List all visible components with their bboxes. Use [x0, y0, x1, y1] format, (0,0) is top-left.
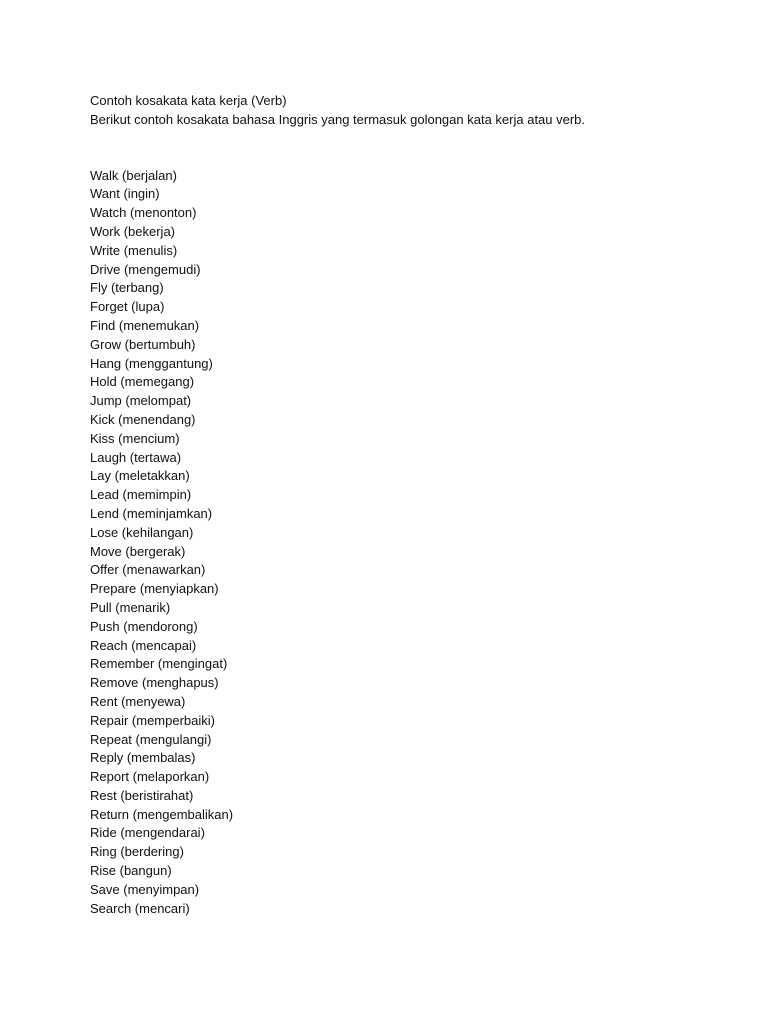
verb-list-item: Drive (mengemudi) [90, 261, 201, 277]
verb-list-item: Pull (menarik) [90, 599, 171, 615]
verb-list-item: Push (mendorong) [90, 618, 198, 634]
verb-list-item: Prepare (menyiapkan) [90, 581, 219, 597]
verb-list-item: Remove (menghapus) [90, 675, 219, 691]
verb-list-item: Hang (menggantung) [90, 355, 213, 371]
verb-list-item: Want (ingin) [90, 186, 160, 202]
verb-list-item: Laugh (tertawa) [90, 449, 182, 465]
verb-list-item: Rest (beristirahat) [90, 787, 194, 803]
verb-list [90, 167, 730, 919]
verb-list-item: Lose (kehilangan) [90, 524, 194, 540]
verb-list-item: Lend (meminjamkan) [90, 505, 213, 521]
verb-list-item: Report (melaporkan) [90, 769, 210, 785]
verb-list-item: Grow (bertumbuh) [90, 336, 196, 352]
verb-list-item: Watch (menonton) [90, 205, 197, 221]
verb-list-item: Move (bergerak) [90, 543, 186, 559]
verb-list-item: Remember (mengingat) [90, 656, 228, 672]
document-title: Contoh kosakata kata kerja (Verb) [90, 93, 287, 108]
verb-list-item: Kick (menendang) [90, 411, 196, 427]
verb-list-item: Return (mengembalikan) [90, 806, 234, 822]
verb-list-item: Write (menulis) [90, 242, 178, 258]
verb-list-item: Repeat (mengulangi) [90, 731, 212, 747]
verb-list-item: Forget (lupa) [90, 299, 165, 315]
verb-list-item: Repair (memperbaiki) [90, 712, 215, 728]
verb-list-item: Offer (menawarkan) [90, 562, 206, 578]
verb-list-item: Work (bekerja) [90, 223, 176, 239]
verb-list-item: Reply (membalas) [90, 750, 196, 766]
verb-list-item: Walk (berjalan) [90, 167, 177, 183]
verb-list-item: Jump (melompat) [90, 393, 192, 409]
verb-list-item: Lead (memimpin) [90, 487, 192, 503]
verb-list-item: Ride (mengendarai) [90, 825, 205, 841]
verb-list-item: Search (mencari) [90, 900, 190, 916]
verb-list-item: Rise (bangun) [90, 863, 172, 879]
verb-list-item: Save (menyimpan) [90, 881, 200, 897]
document-content [90, 92, 730, 918]
verb-list-item: Rent (menyewa) [90, 693, 186, 709]
verb-list-item: Find (menemukan) [90, 317, 200, 333]
document-intro: Berikut contoh kosakata bahasa Inggris yang termasuk golongan kata kerja atau verb. [90, 111, 586, 127]
verb-list-item: Fly (terbang) [90, 280, 164, 296]
verb-list-item: Reach (mencapai) [90, 637, 197, 653]
verb-list-item: Lay (meletakkan) [90, 468, 190, 484]
verb-list-item: Kiss (mencium) [90, 430, 180, 446]
verb-list-item: Ring (berdering) [90, 844, 184, 860]
verb-list-item: Hold (memegang) [90, 374, 195, 390]
